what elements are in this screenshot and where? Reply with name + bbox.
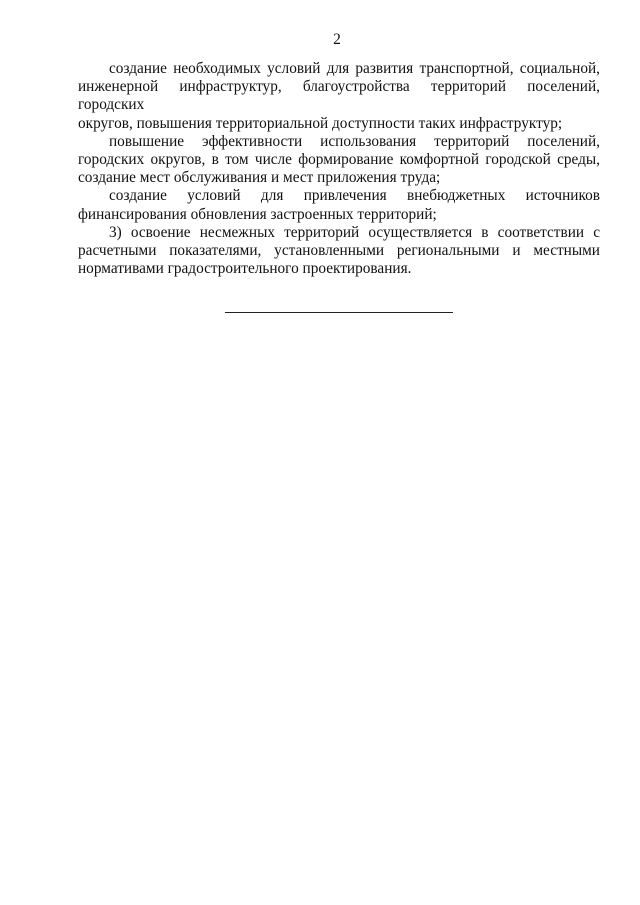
text-line: нормативами градостроительного проектирования. (78, 260, 412, 278)
paragraph-infrastructure (78, 60, 600, 133)
text-line: создание условий для привлечения внебюджетных источников (109, 187, 600, 205)
document-body (78, 60, 600, 278)
text-line: создание мест обслуживания и мест приложения труда; (78, 169, 441, 187)
text-line: повышение эффективности использования территорий поселений, (109, 132, 600, 150)
text-line: округов, повышения территориальной доступности таких инфраструктур; (78, 114, 563, 132)
text-line: городских округов, в том числе формирование комфортной городской среды, (78, 151, 600, 169)
text-line: 3) освоение несмежных территорий осуществляется в соответствии с (109, 223, 600, 241)
text-line: финансирования обновления застроенных территорий; (78, 205, 437, 223)
end-rule-divider (225, 312, 453, 313)
text-line: инженерной инфраструктур, благоустройства территорий поселений, городских (78, 78, 600, 114)
paragraph-funding (78, 187, 600, 223)
paragraph-efficiency (78, 133, 600, 188)
paragraph-item-3 (78, 224, 600, 279)
text-line: расчетными показателями, установленными региональными и местными (78, 242, 600, 260)
text-line: создание необходимых условий для развития транспортной, социальной, (109, 60, 600, 77)
page-number: 2 (333, 31, 341, 48)
